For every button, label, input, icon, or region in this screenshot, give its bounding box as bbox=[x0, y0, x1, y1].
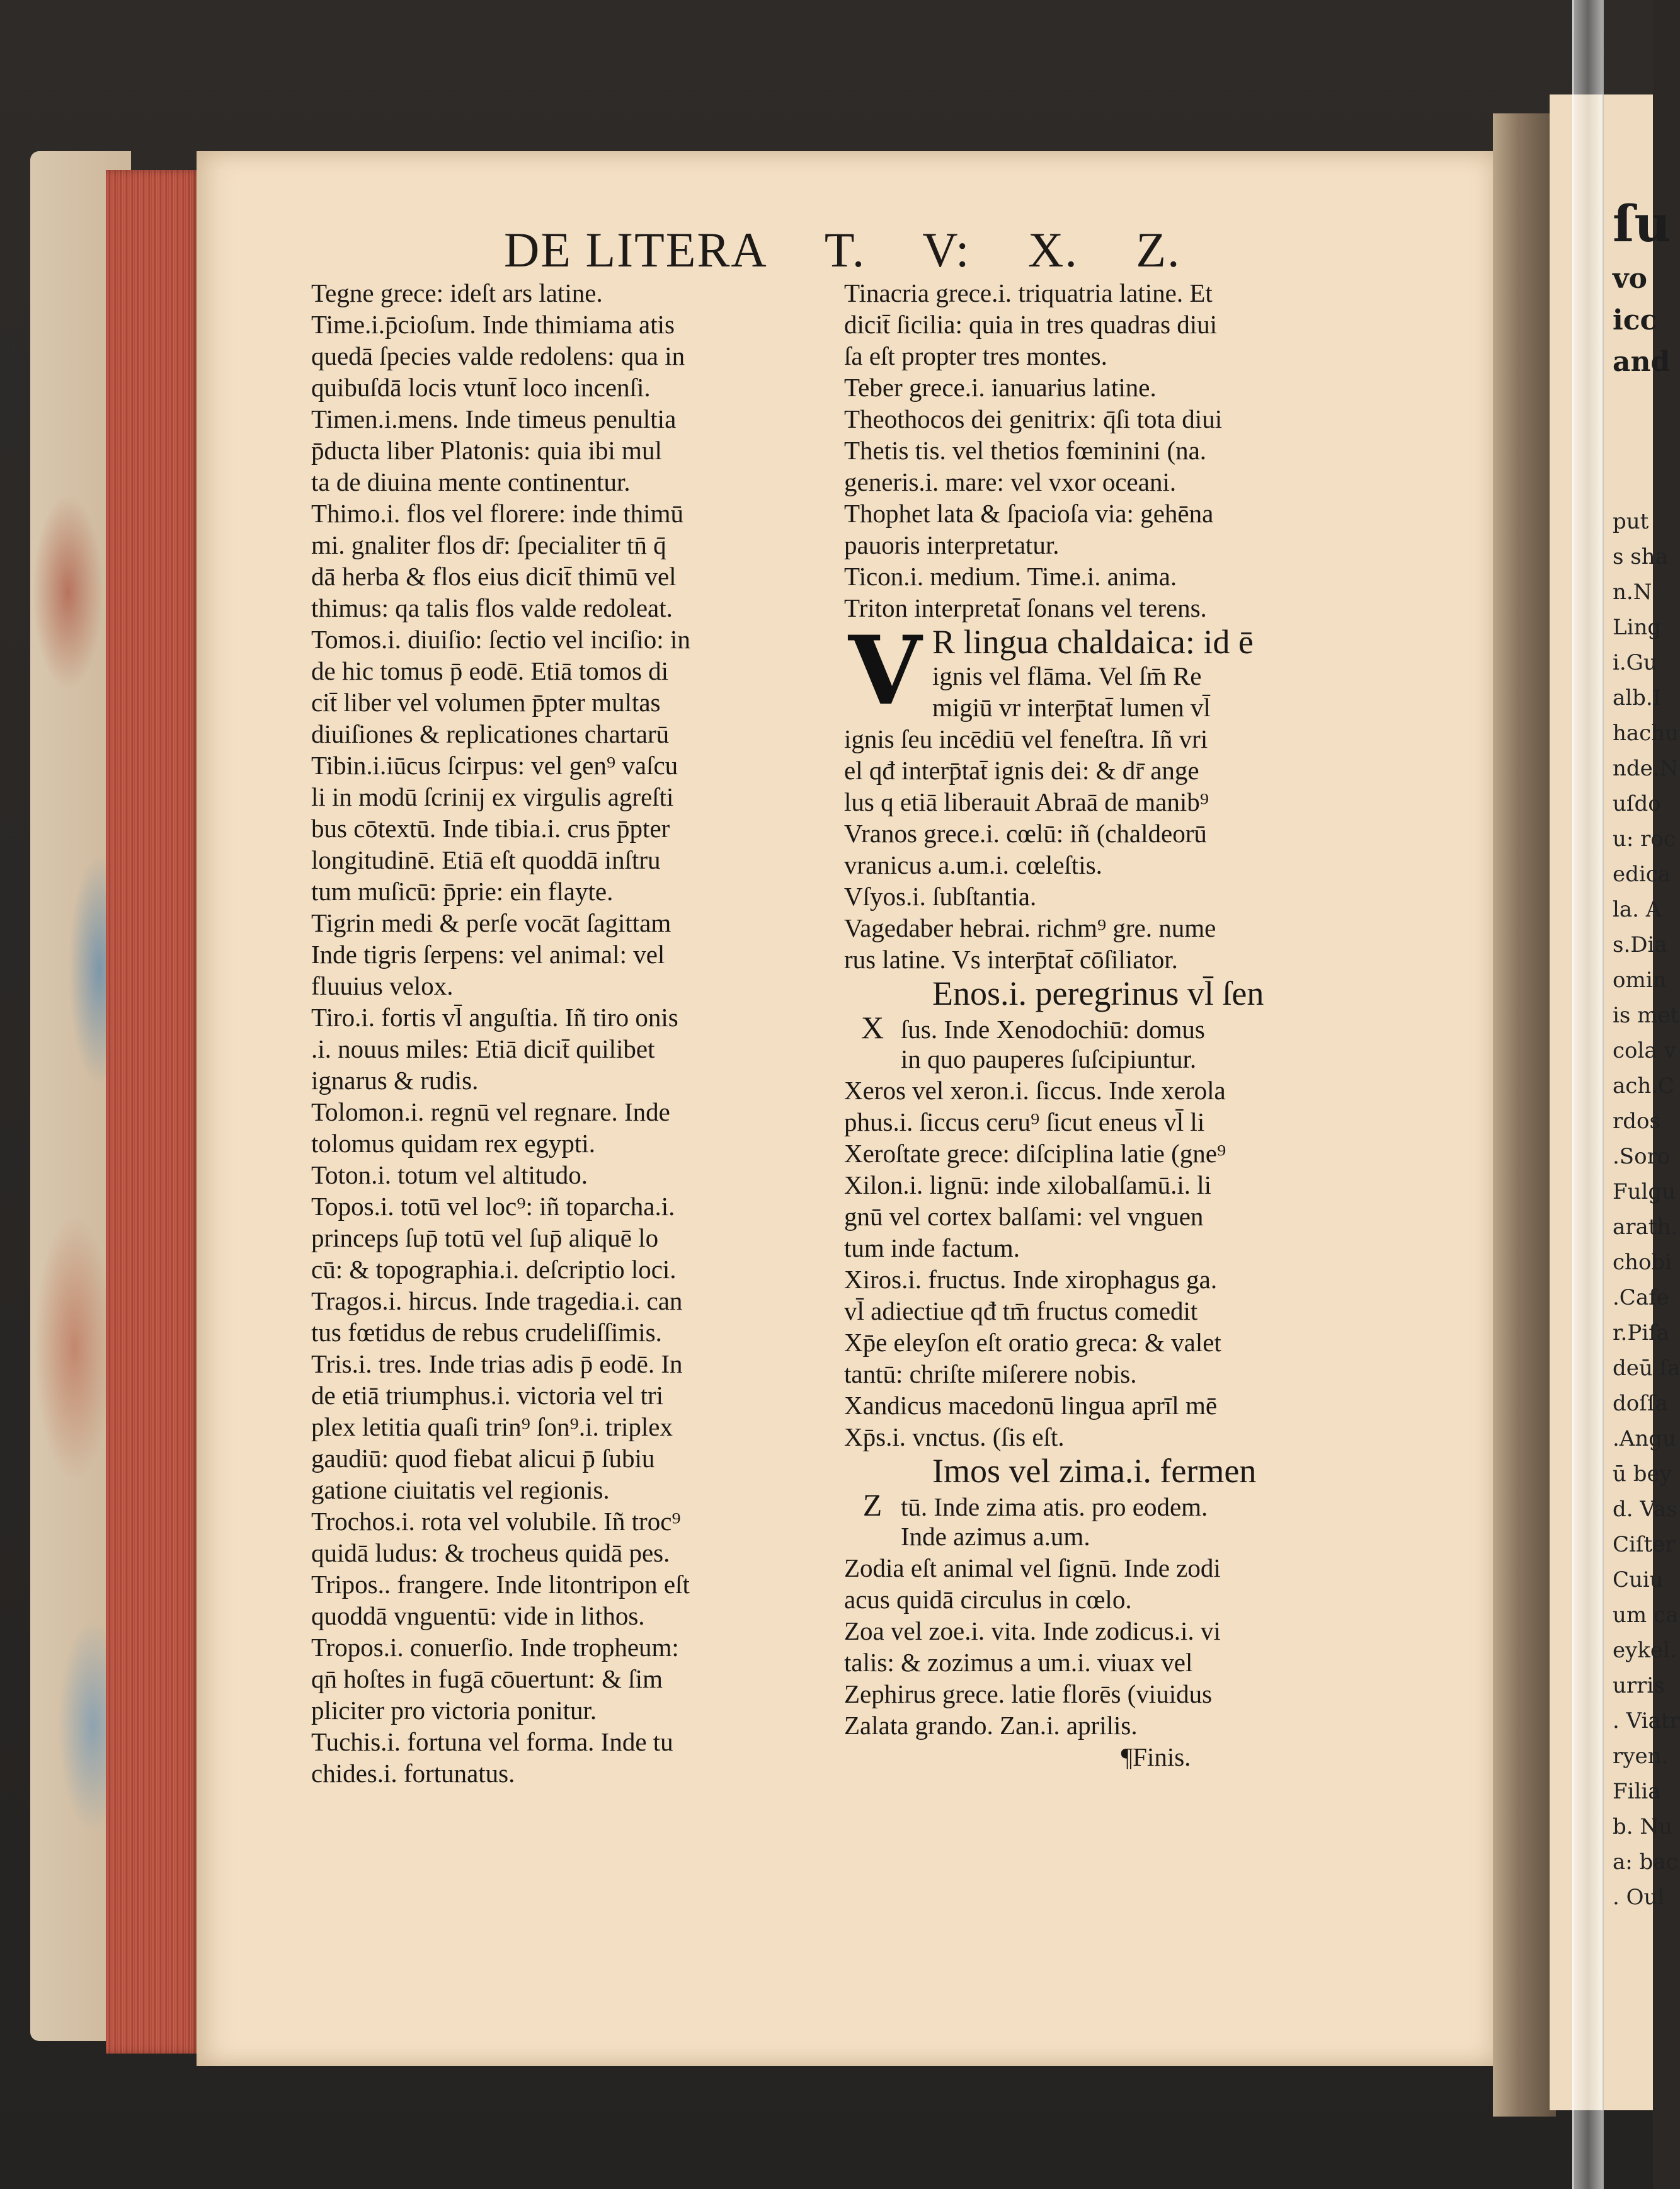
text-line: Xeros vel xeron.i. ſiccus. Inde xerola bbox=[844, 1076, 1226, 1105]
next-page-fragment: eykel. bbox=[1613, 1638, 1677, 1663]
next-page-fragment: edica bbox=[1613, 862, 1671, 887]
text-line: quedā ſpecies valde redolens: qua in bbox=[311, 341, 685, 370]
dropcap-line: ignis vel flāma. Vel ſm̄ Re bbox=[932, 661, 1202, 690]
page-clip bbox=[1572, 0, 1604, 2189]
text-line: Vagedaber hebrai. richm⁹ gre. nume bbox=[844, 913, 1216, 942]
text-line: Zodia eſt animal vel ſignū. Inde zodi bbox=[844, 1553, 1221, 1582]
text-line: ignis ſeu incēdiū vel feneſtra. Iñ vri bbox=[844, 724, 1208, 753]
next-page-fragment: r.Piſa bbox=[1613, 1320, 1669, 1346]
text-line: in quo pauperes ſuſcipiuntur. bbox=[901, 1044, 1197, 1073]
next-page-fragment: s sha bbox=[1613, 544, 1668, 569]
text-line: Tegne grece: ideſt ars latine. bbox=[311, 278, 603, 307]
text-line: Xilon.i. lignū: inde xilobalſamū.i. li bbox=[844, 1170, 1212, 1199]
text-line: thimus: qa talis flos valde redoleat. bbox=[311, 593, 673, 622]
next-page-fragment: i.Gu bbox=[1613, 650, 1657, 675]
text-line: diuiſiones & replicationes chartarū bbox=[311, 719, 670, 748]
next-page-fragment: deū ſa bbox=[1613, 1356, 1680, 1381]
next-page-fragment: put bbox=[1613, 509, 1649, 534]
text-line: p̄ducta liber Platonis: quia ibi mul bbox=[311, 436, 662, 465]
right-column bbox=[844, 277, 1392, 1773]
text-line: Tripos.. frangere. Inde litontripon eſt bbox=[311, 1570, 690, 1599]
text-line: de hic tomus p̄ eodē. Etiā tomos di bbox=[311, 656, 669, 685]
next-page-fragment: omin bbox=[1613, 968, 1667, 993]
next-page-fragment: Cuiu bbox=[1613, 1567, 1664, 1592]
text-line: gnū vel cortex balſami: vel vnguen bbox=[844, 1202, 1204, 1231]
text-line: talis: & zozimus a um.i. viuax vel bbox=[844, 1648, 1193, 1677]
text-line: phus.i. ſiccus ceru⁹ ſicut eneus vl̄ li bbox=[844, 1107, 1205, 1136]
next-page-fragment: ū bey bbox=[1613, 1461, 1672, 1487]
text-line: Tinacria grece.i. triquatria latine. Et bbox=[844, 278, 1213, 307]
text-line: Tomos.i. diuiſio: ſectio vel inciſio: in bbox=[311, 625, 690, 654]
next-page-fragment: and bbox=[1613, 346, 1671, 378]
text-line: tum inde factum. bbox=[844, 1233, 1020, 1262]
title-part: DE LITERA bbox=[504, 222, 768, 277]
dropcap-line: R lingua chaldaica: id ē bbox=[932, 623, 1254, 661]
next-page-fragment: arath. bbox=[1613, 1215, 1678, 1240]
next-page-fragment: ach.C bbox=[1613, 1073, 1675, 1099]
text-line: tus fœtidus de rebus crudeliſſimis. bbox=[311, 1318, 662, 1347]
text-line: tū. Inde zima atis. pro eodem. bbox=[901, 1492, 1208, 1521]
text-line: mi. gnaliter flos dr̄: ſpecialiter tn̄ q̄ bbox=[311, 530, 666, 559]
dropcap-line: migiū vr interp̄tat̄ lumen vl̄ bbox=[932, 693, 1211, 722]
text-line: princeps ſup̄ totū vel ſup̄ aliquē lo bbox=[311, 1223, 659, 1252]
text-line: Tropos.i. conuerſio. Inde tropheum: bbox=[311, 1633, 679, 1662]
next-page-fragment: cola v bbox=[1613, 1038, 1676, 1063]
next-page-fragment: Filia bbox=[1613, 1779, 1661, 1804]
next-page-fragment: la. A bbox=[1613, 897, 1662, 922]
text-line: gaudiū: quod fiebat alicui p̄ ſubiu bbox=[311, 1444, 655, 1473]
text-line: dicit̄ ſicilia: quia in tres quadras diui bbox=[844, 310, 1218, 339]
text-line: li in modū ſcrinij ex virgulis agreſti bbox=[311, 782, 674, 811]
text-line: dā herba & flos eius dicit̄ thimū vel bbox=[311, 562, 677, 591]
next-page-fragment: Ling bbox=[1613, 615, 1662, 640]
section-letter: X bbox=[860, 1010, 884, 1045]
next-page-fragment: . Oul bbox=[1613, 1885, 1665, 1910]
right-column-v bbox=[844, 723, 1392, 975]
section-head: Imos vel zima.i. fermen bbox=[932, 1452, 1257, 1490]
text-line: Xandicus macedonū lingua aprīl mē bbox=[844, 1391, 1218, 1420]
next-page-fragment: um ca bbox=[1613, 1603, 1679, 1628]
title-part: Z. bbox=[1136, 222, 1181, 277]
text-line: Tigrin medi & perſe vocāt ſagittam bbox=[311, 908, 671, 937]
text-line: Zoa vel zoe.i. vita. Inde zodicus.i. vi bbox=[844, 1616, 1221, 1645]
next-page-fragment: ſu bbox=[1613, 194, 1671, 253]
text-line: Thophet lata & ſpacioſa via: gehēna bbox=[844, 499, 1214, 528]
text-line: Toton.i. totum vel altitudo. bbox=[311, 1160, 588, 1189]
text-line: Time.i.p̄cioſum. Inde thimiama atis bbox=[311, 310, 675, 339]
title-part: T. bbox=[824, 222, 866, 277]
left-column bbox=[311, 277, 859, 1789]
next-page-fragment: a: bac bbox=[1613, 1849, 1678, 1875]
text-line: rus latine. Vs interp̄tat̄ cōſiliator. bbox=[844, 945, 1178, 974]
right-column-x bbox=[844, 1075, 1392, 1453]
text-line: Xeroſtate grece: diſciplina latie (gne⁹ bbox=[844, 1139, 1226, 1168]
text-line: ta de diuina mente continentur. bbox=[311, 467, 631, 496]
text-line: tantū: chriſte miſerere nobis. bbox=[844, 1359, 1137, 1388]
text-line: Theothocos dei genitrix: q̄ſi tota diui bbox=[844, 404, 1223, 433]
text-line: quibuſdā locis vtunt̄ loco incenſi. bbox=[311, 373, 651, 402]
text-line: Xp̄s.i. vnctus. (ſis eſt. bbox=[844, 1422, 1065, 1451]
next-page-fragment: b. Nu bbox=[1613, 1814, 1673, 1839]
text-line: fluuius velox. bbox=[311, 971, 454, 1000]
text-line: pliciter pro victoria ponitur. bbox=[311, 1696, 597, 1725]
next-page-fragment: u: roc bbox=[1613, 826, 1676, 852]
text-line: Zephirus grece. latie florēs (viuidus bbox=[844, 1679, 1213, 1708]
next-page-fragment: chobi bbox=[1613, 1250, 1672, 1275]
next-page-fragment: is met bbox=[1613, 1003, 1679, 1028]
text-line: Timen.i.mens. Inde timeus penultia bbox=[311, 404, 677, 433]
text-line: Teber grece.i. ianuarius latine. bbox=[844, 373, 1157, 402]
text-line: ignarus & rudis. bbox=[311, 1066, 479, 1095]
next-page-fragment: urris bbox=[1613, 1673, 1665, 1698]
text-line: tolomus quidam rex egypti. bbox=[311, 1129, 595, 1158]
page-edges bbox=[106, 170, 200, 2054]
next-page-fragment: hachu bbox=[1613, 721, 1679, 746]
next-page-fragment: uſdo bbox=[1613, 791, 1661, 816]
next-page-fragment: n.N bbox=[1613, 580, 1652, 605]
text-line: quoddā vnguentū: vide in lithos. bbox=[311, 1601, 645, 1630]
text-line: ſus. Inde Xenodochiū: domus bbox=[901, 1015, 1205, 1044]
text-line: Xiros.i. fructus. Inde xirophagus ga. bbox=[844, 1265, 1218, 1294]
text-line: pauoris interpretatur. bbox=[844, 530, 1060, 559]
next-page-fragment: icc bbox=[1613, 304, 1657, 336]
page-title bbox=[504, 222, 1197, 278]
title-part: X. bbox=[1028, 222, 1078, 277]
text-line: Tiro.i. fortis vl̄ anguſtia. Iñ tiro onis bbox=[311, 1003, 678, 1032]
right-column-top bbox=[844, 277, 1392, 624]
section-letter: Z bbox=[862, 1487, 883, 1523]
text-line: Tragos.i. hircus. Inde tragedia.i. can bbox=[311, 1286, 683, 1315]
finis-mark: ¶Finis. bbox=[1121, 1742, 1191, 1771]
text-line: Thetis tis. vel thetios fœminini (na. bbox=[844, 436, 1207, 465]
text-line: Vſyos.i. ſubſtantia. bbox=[844, 882, 1037, 911]
text-line: vl̄ adiectiue qđ tm̄ fructus comedit bbox=[844, 1296, 1198, 1325]
text-line: Inde azimus a.um. bbox=[901, 1522, 1090, 1551]
text-line: Topos.i. totū vel loc⁹: iñ toparcha.i. bbox=[311, 1192, 675, 1221]
text-line: Xp̄e eleyſon eſt oratio greca: & valet bbox=[844, 1328, 1221, 1357]
text-line: qn̄ hoſtes in fugā cōuertunt: & ſim bbox=[311, 1664, 663, 1693]
text-line: Tolomon.i. regnū vel regnare. Inde bbox=[311, 1097, 670, 1126]
next-page-fragment: vo bbox=[1613, 263, 1647, 295]
next-page-fragment: nde.N bbox=[1613, 756, 1679, 781]
text-line: vranicus a.um.i. cœleſtis. bbox=[844, 850, 1102, 879]
text-line: cū: & topographia.i. deſcriptio loci. bbox=[311, 1255, 677, 1284]
next-page-text bbox=[1613, 504, 1680, 1915]
x-section bbox=[844, 975, 1392, 1075]
next-page-fragment: ryen. bbox=[1613, 1744, 1669, 1769]
dropcap-v-block bbox=[844, 615, 1392, 726]
next-page-fragment: .Soro bbox=[1613, 1144, 1671, 1169]
text-line: Trochos.i. rota vel volubile. Iñ troc⁹ bbox=[311, 1507, 681, 1536]
text-line: .i. nouus miles: Etiā dicit̄ quilibet bbox=[311, 1034, 655, 1063]
next-page-fragment: . Viatr bbox=[1613, 1708, 1680, 1734]
text-line: bus cōtextū. Inde tibia.i. crus p̄pter bbox=[311, 814, 670, 843]
text-line: Thimo.i. flos vel florere: inde thimū bbox=[311, 499, 683, 528]
text-line: acus quidā circulus in cœlo. bbox=[844, 1585, 1132, 1614]
next-page-fragment: Ciſter bbox=[1613, 1532, 1676, 1557]
next-page-fragment: alb.I bbox=[1613, 685, 1662, 711]
text-line: quidā ludus: & trocheus quidā pes. bbox=[311, 1538, 670, 1567]
next-page-fragment: doſſa bbox=[1613, 1391, 1668, 1416]
book-gutter bbox=[1493, 113, 1556, 2117]
text-line: Tuchis.i. fortuna vel forma. Inde tu bbox=[311, 1727, 673, 1756]
next-page-fragment: .Cafe bbox=[1613, 1285, 1669, 1310]
text-line: ſa eſt propter tres montes. bbox=[844, 341, 1107, 370]
section-head: Enos.i. peregrinus vl̄ ſen bbox=[932, 974, 1264, 1012]
text-line: Inde tigris ſerpens: vel animal: vel bbox=[311, 940, 665, 969]
text-line: Triton interpretat̄ ſonans vel terens. bbox=[844, 593, 1207, 622]
text-line: de etiā triumphus.i. victoria vel tri bbox=[311, 1381, 664, 1410]
text-line: plex letitia quaſi trin⁹ ſon⁹.i. triplex bbox=[311, 1412, 673, 1441]
next-page-heading bbox=[1613, 189, 1671, 383]
dropcap-letter: V bbox=[848, 615, 922, 726]
text-line: tum muſicū: p̄prie: ein flayte. bbox=[311, 877, 614, 906]
next-page-fragment: rdos bbox=[1613, 1109, 1660, 1134]
text-line: Vranos grece.i. cœlū: iñ (chaldeorū bbox=[844, 819, 1207, 848]
text-line: chides.i. fortunatus. bbox=[311, 1759, 515, 1788]
next-page-fragment: d. Vas bbox=[1613, 1497, 1677, 1522]
text-line: lus q etiā liberauit Abraā de manib⁹ bbox=[844, 787, 1209, 816]
text-line: longitudinē. Etiā eſt quoddā inſtru bbox=[311, 845, 661, 874]
title-part: V: bbox=[922, 222, 971, 277]
text-line: Tris.i. tres. Inde trias adis p̄ eodē. In bbox=[311, 1349, 683, 1378]
next-page-fragment: s.Dia bbox=[1613, 932, 1667, 957]
text-line: Zalata grando. Zan.i. aprilis. bbox=[844, 1711, 1138, 1740]
z-section bbox=[844, 1453, 1392, 1552]
next-page-fragment: Fulgu bbox=[1613, 1179, 1676, 1204]
right-column-z bbox=[844, 1552, 1392, 1741]
text-line: gatione ciuitatis vel regionis. bbox=[311, 1475, 610, 1504]
text-line: cit̄ liber vel volumen p̄pter multas bbox=[311, 688, 661, 717]
text-line: el qđ interp̄tat̄ ignis dei: & dr̄ ange bbox=[844, 756, 1199, 785]
next-page-fragment: .Angu bbox=[1613, 1426, 1676, 1451]
text-line: generis.i. mare: vel vxor oceani. bbox=[844, 467, 1177, 496]
text-line: Tibin.i.iūcus ſcirpus: vel gen⁹ vaſcu bbox=[311, 751, 678, 780]
text-line: Ticon.i. medium. Time.i. anima. bbox=[844, 562, 1177, 591]
